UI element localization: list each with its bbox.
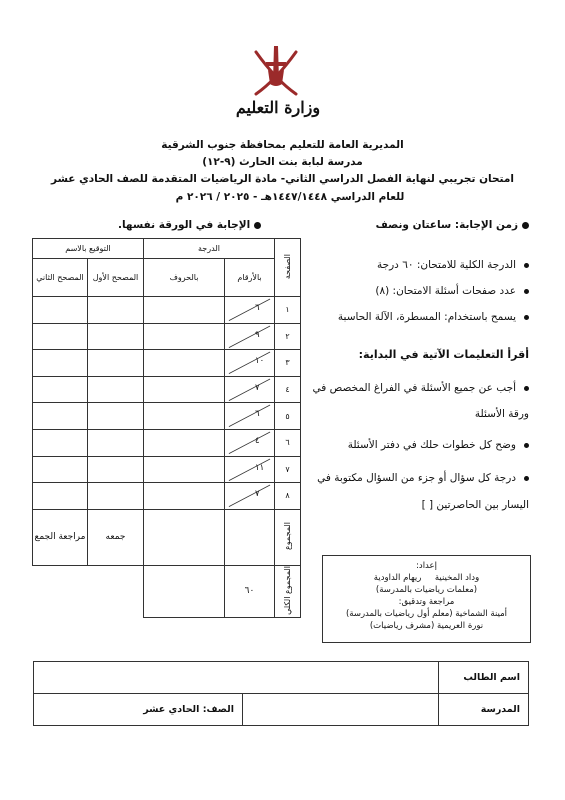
digits-cell[interactable] <box>225 323 275 350</box>
bullet-icon <box>524 289 529 294</box>
digits-header: بالأرقام <box>225 259 275 297</box>
first-corrector-cell[interactable] <box>88 403 144 430</box>
page-number: ٧ <box>275 456 301 483</box>
academic-year: للعام الدراسي ١٤٤٧/١٤٤٨هـ - ٢٠٢٥ / ٢٠٢٦ م <box>175 191 405 203</box>
max-mark: ١٠ <box>255 356 265 367</box>
instruction-item: أجب عن جميع الأسئلة في الفراغ المخصص في <box>312 382 529 394</box>
digits-cell[interactable] <box>225 429 275 456</box>
grade-label: الصف: الحادي عشر <box>34 694 243 726</box>
oman-emblem-logo <box>246 40 306 102</box>
diagonal-divider <box>225 297 274 323</box>
digits-cell[interactable] <box>225 456 275 483</box>
review-title: مراجعة وتدقيق: <box>398 597 455 607</box>
instruction-item-cont: ورقة الأسئلة <box>474 408 529 420</box>
instructions-title: أقرأ التعليمات الآتية في البداية: <box>358 348 529 361</box>
digits-cell[interactable] <box>225 350 275 377</box>
letters-cell[interactable] <box>144 456 225 483</box>
second-corrector-cell[interactable] <box>33 403 88 430</box>
first-corrector-cell[interactable] <box>88 297 144 324</box>
directorate-line: المديرية العامة للتعليم بمحافظة جنوب الشرقية <box>161 139 404 151</box>
diagonal-divider <box>225 324 274 350</box>
bullet-icon <box>524 386 529 391</box>
max-mark: ٦ <box>255 303 260 313</box>
grade-row <box>33 376 301 403</box>
total-mark-item: الدرجة الكلية للامتحان: ٦٠ درجة <box>377 259 529 271</box>
grade-row <box>33 350 301 377</box>
grade-row <box>33 483 301 510</box>
answer-on-paper: الإجابة في الورقة نفسها. <box>118 219 261 231</box>
collected-by-cell: جمعه <box>88 509 144 565</box>
total-letters-cell[interactable] <box>144 509 225 565</box>
first-corrector-cell[interactable] <box>88 376 144 403</box>
second-corrector-cell[interactable] <box>33 323 88 350</box>
digits-cell[interactable] <box>225 483 275 510</box>
page-number: ١ <box>275 297 301 324</box>
second-corrector-cell[interactable] <box>33 456 88 483</box>
page-number: ٤ <box>275 376 301 403</box>
instruction-item-cont: اليسار بين الحاصرتين [ ] <box>421 499 529 511</box>
page-number: ٣ <box>275 350 301 377</box>
diagonal-divider <box>225 377 274 403</box>
reviewer-1: أمينة الشماخية (معلم أول رياضيات بالمدرسة) <box>345 609 508 619</box>
first-corrector-cell[interactable] <box>88 429 144 456</box>
max-mark: ٩ <box>255 329 260 340</box>
prepared-role: (معلمات رياضيات بالمدرسة) <box>375 585 478 595</box>
max-mark: ٧ <box>255 489 260 500</box>
total-digits-cell[interactable] <box>225 509 275 565</box>
second-corrector-cell[interactable] <box>33 483 88 510</box>
diagonal-divider <box>225 457 274 483</box>
bullet-icon <box>522 222 529 229</box>
digits-cell[interactable] <box>225 403 275 430</box>
bullet-icon <box>254 222 261 229</box>
max-mark: ٧ <box>255 382 260 393</box>
page-number: ٢ <box>275 323 301 350</box>
prepared-title: إعداد: <box>416 561 437 571</box>
prepared-names: وداد المخينية ريهام الداودية <box>373 573 480 583</box>
max-mark: ١١ <box>255 462 265 473</box>
bullet-icon <box>524 315 529 320</box>
grade-row <box>33 297 301 324</box>
student-name-field[interactable] <box>34 662 439 694</box>
grades-table <box>32 238 301 618</box>
total-label: المجموع <box>275 509 301 565</box>
letters-cell[interactable] <box>144 376 225 403</box>
first-corrector-cell[interactable] <box>88 350 144 377</box>
grand-total-letters-cell[interactable] <box>144 565 225 617</box>
first-corrector-cell[interactable] <box>88 456 144 483</box>
exam-title: امتحان تجريبي لنهاية الفصل الدراسي الثاني- مادة الرياضيات المتقدمة للصف الحادي عشر <box>51 173 514 185</box>
letters-cell[interactable] <box>144 429 225 456</box>
max-mark: ٤ <box>255 435 260 446</box>
first-corrector-cell[interactable] <box>88 323 144 350</box>
max-mark: ٦ <box>255 409 260 420</box>
letters-header: بالحروف <box>144 259 225 297</box>
diagonal-divider <box>225 430 274 456</box>
first-corrector-header: المصحح الأول <box>88 259 144 297</box>
second-corrector-header: المصحح الثاني <box>33 259 88 297</box>
pages-item: عدد صفحات أسئلة الامتحان: (٨) <box>375 285 529 297</box>
allowed-tools-item: يسمح باستخدام: المسطرة، الآلة الحاسبة <box>338 311 529 323</box>
grade-row <box>33 323 301 350</box>
letters-cell[interactable] <box>144 297 225 324</box>
bullet-icon <box>524 443 529 448</box>
school-line: مدرسة لبابة بنت الحارث (٩-١٢) <box>202 156 363 168</box>
grand-total-cell: ٦٠ <box>225 565 275 617</box>
grade-row <box>33 456 301 483</box>
answer-time: زمن الإجابة: ساعتان ونصف <box>376 219 529 231</box>
second-corrector-cell[interactable] <box>33 350 88 377</box>
digits-cell[interactable] <box>225 297 275 324</box>
letters-cell[interactable] <box>144 323 225 350</box>
diagonal-divider <box>225 350 274 376</box>
reviewed-collection-cell: مراجعة الجمع <box>33 509 88 565</box>
page-header: الصفحة <box>275 239 301 297</box>
first-corrector-cell[interactable] <box>88 483 144 510</box>
page-number: ٦ <box>275 429 301 456</box>
ministry-name: وزارة التعليم <box>235 98 321 117</box>
second-corrector-cell[interactable] <box>33 376 88 403</box>
bullet-icon <box>524 263 529 268</box>
page-number: ٨ <box>275 483 301 510</box>
instruction-item: درجة كل سؤال أو جزء من السؤال مكتوبة في <box>317 472 529 484</box>
grand-total-label: المجموع الكلي <box>275 565 301 617</box>
instruction-item: وضح كل خطوات حلك في دفتر الأسئلة <box>348 439 529 451</box>
bullet-icon <box>524 476 529 481</box>
diagonal-divider <box>225 483 274 509</box>
student-name-label: اسم الطالب <box>439 662 529 694</box>
school-field[interactable] <box>243 694 439 726</box>
page-number: ٥ <box>275 403 301 430</box>
student-info-table <box>33 661 529 726</box>
grade-header: الدرجة <box>144 239 275 259</box>
prepared-by-box <box>322 555 531 643</box>
grade-row <box>33 429 301 456</box>
school-label: المدرسة <box>439 694 529 726</box>
grade-row <box>33 403 301 430</box>
signature-header: التوقيع بالاسم <box>33 239 144 259</box>
reviewer-2: نورة العريمية (مشرف رياضيات) <box>369 621 484 631</box>
second-corrector-cell[interactable] <box>33 297 88 324</box>
digits-cell[interactable] <box>225 376 275 403</box>
letters-cell[interactable] <box>144 483 225 510</box>
second-corrector-cell[interactable] <box>33 429 88 456</box>
letters-cell[interactable] <box>144 350 225 377</box>
letters-cell[interactable] <box>144 403 225 430</box>
diagonal-divider <box>225 403 274 429</box>
